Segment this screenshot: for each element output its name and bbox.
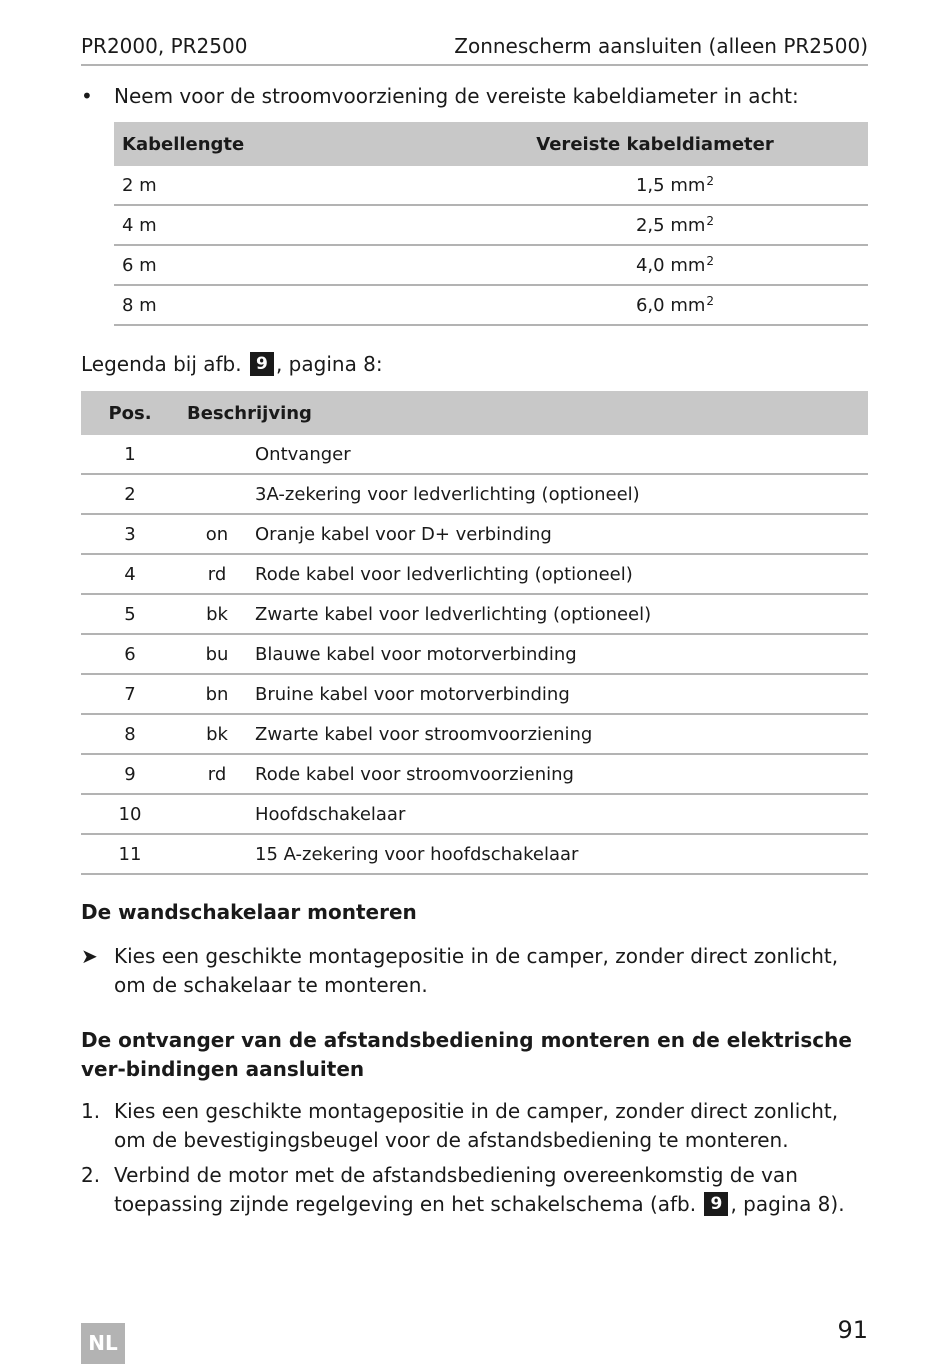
page-header	[81, 32, 868, 66]
list-text: Kies een geschikte montagepositie in de camper, zonder direct zonlicht, om de bevestigingsbeugel voor de afstandsbediening te monteren.	[114, 1099, 839, 1152]
cable-table	[114, 122, 868, 326]
cell-pos: 3	[81, 514, 179, 554]
legend-table-header	[81, 391, 868, 435]
cell-diameter	[502, 166, 868, 205]
table-row	[81, 435, 868, 474]
legend-table	[81, 391, 868, 875]
cell-length: 8 m	[114, 285, 502, 325]
cell-pos: 4	[81, 554, 179, 594]
table-row	[81, 794, 868, 834]
cell-desc: Zwarte kabel voor stroomvoorziening	[255, 714, 868, 754]
cell-code: on	[179, 514, 255, 554]
cell-code: rd	[179, 754, 255, 794]
cell-length: 2 m	[114, 166, 502, 205]
list-text-before: Verbind de motor met de afstandsbediening overeenkomstig de van toepassing zijnde regelgeving en het schakelschema (afb.	[114, 1163, 798, 1216]
list-number: 2.	[81, 1163, 101, 1187]
diameter-value: 1,5 mm	[635, 175, 706, 196]
table-row	[114, 205, 868, 245]
cell-length: 4 m	[114, 205, 502, 245]
diameter-value: 6,0 mm	[635, 295, 706, 316]
bullet-icon: •	[81, 84, 93, 108]
cell-code	[179, 474, 255, 514]
table-row	[81, 474, 868, 514]
legend-caption	[81, 352, 383, 376]
header-section: Zonnescherm aansluiten (alleen PR2500)	[454, 34, 868, 58]
table-row	[81, 674, 868, 714]
cell-pos: 9	[81, 754, 179, 794]
list-text-after: , pagina 8).	[730, 1192, 845, 1216]
col-header-pos: Pos.	[81, 391, 179, 435]
list-number: 1.	[81, 1099, 101, 1123]
cell-pos: 7	[81, 674, 179, 714]
cell-desc: Bruine kabel voor motorverbinding	[255, 674, 868, 714]
cell-diameter	[502, 205, 868, 245]
intro-text: Neem voor de stroomvoorziening de vereiste kabeldiameter in acht:	[114, 84, 799, 108]
table-row	[81, 554, 868, 594]
wall-switch-step-text: Kies een geschikte montagepositie in de camper, zonder direct zonlicht, om de schakelaar te monteren.	[114, 944, 839, 997]
cell-desc: Ontvanger	[255, 435, 868, 474]
table-row	[81, 514, 868, 554]
cell-code: rd	[179, 554, 255, 594]
cell-pos: 10	[81, 794, 179, 834]
table-row	[81, 634, 868, 674]
col-header-length: Kabellengte	[114, 122, 502, 166]
col-header-description: Beschrijving	[179, 391, 868, 435]
table-row	[81, 714, 868, 754]
diameter-value: 4,0 mm	[635, 255, 706, 276]
cell-pos: 1	[81, 435, 179, 474]
table-row	[81, 594, 868, 634]
cell-code	[179, 834, 255, 874]
page-number: 91	[837, 1316, 868, 1344]
figure-ref-badge: 9	[250, 352, 274, 376]
legend-prefix: Legenda bij afb.	[81, 352, 242, 376]
header-product: PR2000, PR2500	[81, 34, 248, 58]
col-header-diameter: Vereiste kabeldiameter	[502, 122, 868, 166]
cell-pos: 6	[81, 634, 179, 674]
cell-desc: Rode kabel voor ledverlichting (optioneel)	[255, 554, 868, 594]
section-heading-receiver: De ontvanger van de afstandsbediening monteren en de elektrische ver-bindingen aansluiten	[81, 1028, 852, 1081]
language-badge: NL	[81, 1323, 125, 1364]
table-row	[114, 285, 868, 325]
cell-pos: 2	[81, 474, 179, 514]
figure-ref-badge: 9	[704, 1192, 728, 1216]
unit-exponent: 2	[706, 294, 715, 308]
cell-desc: 15 A-zekering voor hoofdschakelaar	[255, 834, 868, 874]
wall-switch-step	[81, 942, 868, 1000]
unit-exponent: 2	[706, 174, 715, 188]
cell-desc: Oranje kabel voor D+ verbinding	[255, 514, 868, 554]
unit-exponent: 2	[706, 214, 715, 228]
cell-desc: Zwarte kabel voor ledverlichting (optioneel)	[255, 594, 868, 634]
cable-table-header	[114, 122, 868, 166]
cell-desc: Blauwe kabel voor motorverbinding	[255, 634, 868, 674]
cell-code: bk	[179, 714, 255, 754]
table-row	[114, 166, 868, 205]
cell-code	[179, 435, 255, 474]
cell-code: bk	[179, 594, 255, 634]
list-item	[81, 1161, 868, 1219]
cell-code: bu	[179, 634, 255, 674]
table-row	[81, 754, 868, 794]
cell-diameter	[502, 285, 868, 325]
cell-desc: 3A-zekering voor ledverlichting (optioneel)	[255, 474, 868, 514]
arrow-icon: ➤	[81, 944, 98, 968]
legend-suffix: , pagina 8:	[275, 352, 383, 376]
cell-diameter	[502, 245, 868, 285]
cell-pos: 11	[81, 834, 179, 874]
list-text	[114, 1161, 868, 1219]
cell-code: bn	[179, 674, 255, 714]
cell-code	[179, 794, 255, 834]
cell-desc: Rode kabel voor stroomvoorziening	[255, 754, 868, 794]
section-heading-wall-switch: De wandschakelaar monteren	[81, 900, 417, 924]
table-row	[114, 245, 868, 285]
cell-pos: 8	[81, 714, 179, 754]
table-row	[81, 834, 868, 874]
unit-exponent: 2	[706, 254, 715, 268]
cell-length: 6 m	[114, 245, 502, 285]
list-item	[81, 1097, 868, 1155]
cell-desc: Hoofdschakelaar	[255, 794, 868, 834]
diameter-value: 2,5 mm	[635, 215, 706, 236]
cell-pos: 5	[81, 594, 179, 634]
